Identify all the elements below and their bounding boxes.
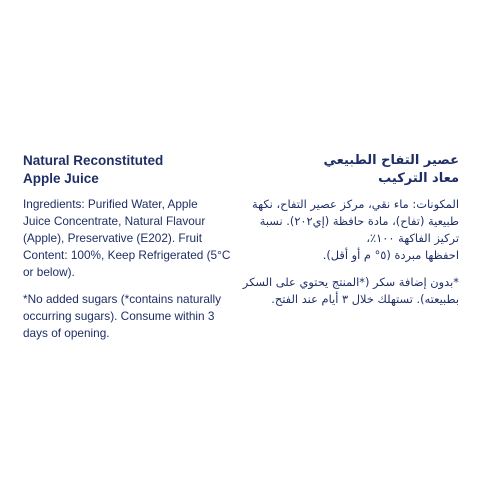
arabic-sugar-note — [238, 274, 459, 308]
ingredients-line: احفظها مبردة (٥° م أو أقل). — [322, 248, 459, 262]
title-line: Apple Juice — [23, 171, 99, 186]
ingredients-line: تركيز الفاكهة ١٠٠٪، — [366, 231, 459, 245]
title-line: Natural Reconstituted — [23, 153, 164, 168]
title-line: عصير التفاح الطبيعي — [323, 153, 459, 168]
sugar-note-line: *No added sugars (*contains naturally — [23, 292, 222, 306]
sugar-note-line: occurring sugars). Consume within 3 — [23, 309, 215, 323]
sugar-note-line: *بدون إضافة سكر (*المنتج يحتوي على السكر — [242, 275, 459, 289]
ingredients-line: (Apple), Preservative (E202). Fruit — [23, 231, 202, 245]
sugar-note-line: days of opening. — [23, 326, 110, 340]
arabic-product-title — [238, 152, 459, 188]
title-line: معاد التركيب — [378, 171, 459, 186]
english-product-title — [23, 152, 228, 188]
ingredients-line: Ingredients: Purified Water, Apple — [23, 197, 198, 211]
english-sugar-note — [23, 291, 228, 342]
ingredients-line: المكونات: ماء نقي، مركز عصير التفاح، نكهة — [252, 197, 459, 211]
arabic-ingredients — [238, 196, 459, 264]
arabic-label-column — [238, 152, 459, 318]
ingredients-line: Content: 100%, Keep Refrigerated (5°C — [23, 248, 231, 262]
sugar-note-line: بطبيعته). تستهلك خلال ٣ أيام عند الفتح. — [271, 292, 459, 306]
ingredients-line: طبيعية (تفاح)، مادة حافظة (إي٢٠٢). نسبة — [259, 214, 459, 228]
english-ingredients — [23, 196, 231, 281]
ingredients-line: Juice Concentrate, Natural Flavour — [23, 214, 206, 228]
english-label-column — [23, 152, 231, 352]
ingredients-line: or below). — [23, 265, 75, 279]
